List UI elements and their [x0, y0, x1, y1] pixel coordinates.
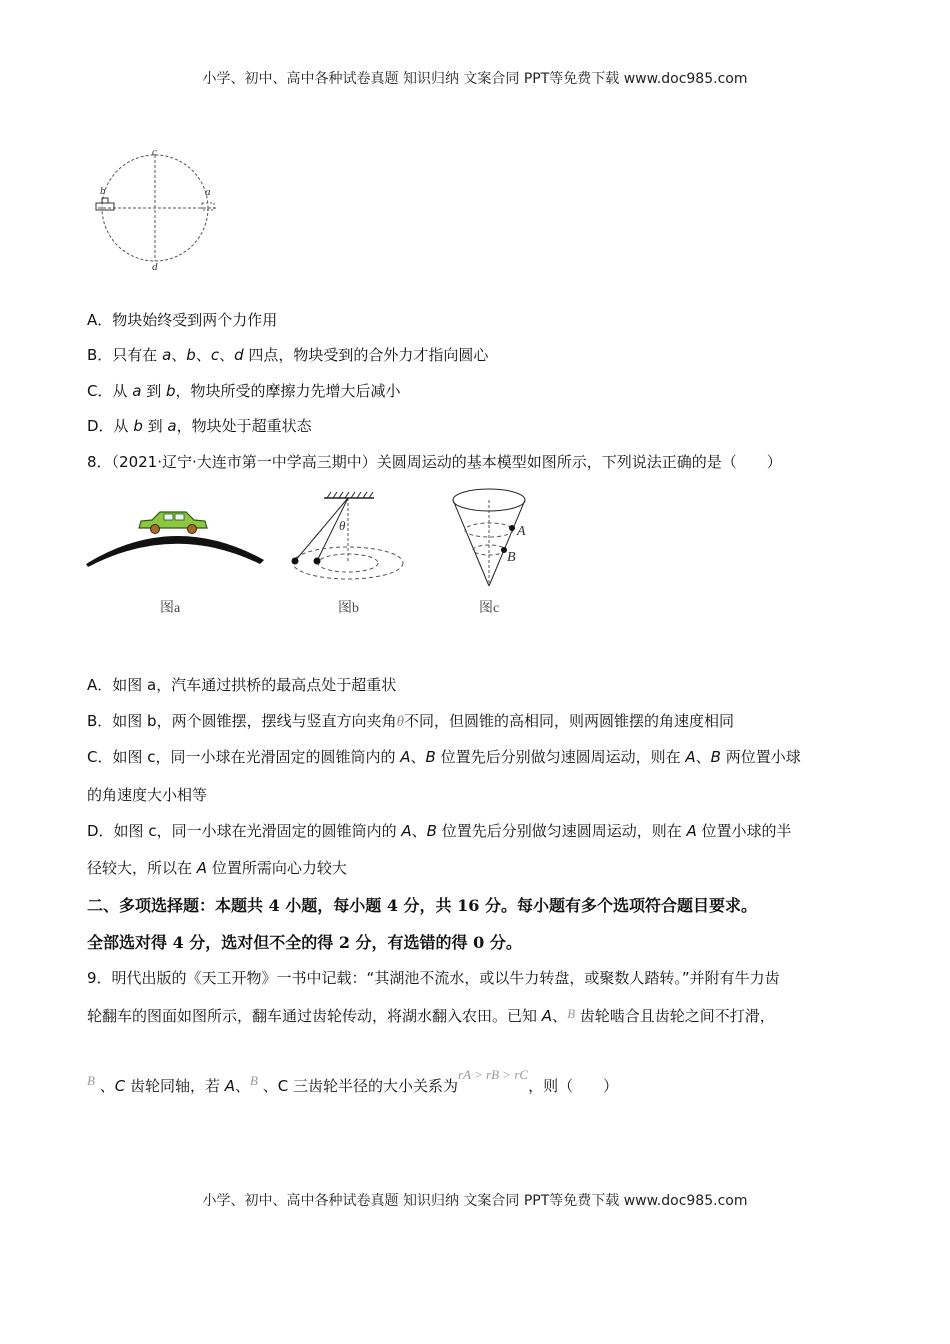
theta-symbol: θ: [396, 714, 404, 730]
vertical-circle-figure: [92, 145, 227, 275]
label-b: b: [100, 185, 106, 197]
q7-option-d: D．从 b 到 a，物块处于超重状态: [87, 417, 312, 435]
label-c: c: [152, 146, 157, 158]
caption-fig-a: 图a: [160, 601, 181, 616]
pendulum-ball-outer: [292, 558, 299, 565]
caption-fig-b: 图b: [338, 601, 359, 616]
cone-figure: [453, 489, 526, 616]
q8-option-c-line2: 的角速度大小相等: [87, 786, 208, 804]
q8-option-c-line1: C．如图 c，同一小球在光滑固定的圆锥筒内的 A、B 位置先后分别做匀速圆周运动，则在 A、B 两位置小球: [87, 748, 801, 766]
page-footer: 小学、初中、高中各种试卷真题 知识归纳 文案合同 PPT等免费下载 www.doc985.com: [202, 1193, 748, 1209]
q7-option-b: B．只有在 a、b、c、d 四点，物块受到的合外力才指向圆心: [87, 346, 489, 364]
q7-option-c: C．从 a 到 b，物块所受的摩擦力先增大后减小: [87, 382, 401, 400]
q8-option-d-line1: D．如图 c，同一小球在光滑固定的圆锥筒内的 A、B 位置先后分别做匀速圆周运动，则在 A 位置小球的半: [87, 822, 792, 840]
conical-pendulum-figure: [292, 492, 404, 616]
label-a: a: [205, 186, 211, 198]
q9-line2: 轮翻车的图面如图所示，翻车通过齿轮传动，将湖水翻入农田。已知 A、B 齿轮啮合且齿轮之间不打滑，: [87, 1006, 775, 1025]
section2-heading-line1: 二、多项选择题：本题共 4 小题，每小题 4 分，共 16 分。每小题有多个选项符合题目要求。: [87, 896, 757, 915]
q8-figures: [84, 488, 544, 618]
q9-line1: 9．明代出版的《天工开物》一书中记载：“其湖池不流水，或以牛力转盘，或聚数人踏转。”并附有牛力齿: [87, 969, 780, 987]
page-header: 小学、初中、高中各种试卷真题 知识归纳 文案合同 PPT等免费下载 www.doc985.com: [202, 71, 748, 87]
pendulum-ball-inner: [314, 558, 321, 565]
q7-option-a: A．物块始终受到两个力作用: [87, 311, 278, 329]
block-at-b: [96, 203, 114, 210]
q8-option-b: B．如图 b，两个圆锥摆，摆线与竖直方向夹角θ不同，但圆锥的高相同，则两圆锥摆的角速度相同: [87, 712, 734, 730]
arch-bridge-car-figure: [86, 512, 264, 616]
q9-line3: B 、C 齿轮同轴，若 A、B 、C 三齿轮半径的大小关系为rA > rB > rC，则（ ）: [87, 1067, 619, 1095]
q8-stem: 8．（2021·辽宁·大连市第一中学高三期中）关圆周运动的基本模型如图所示，下列说法正确的是（ ）: [87, 453, 782, 471]
theta-label: θ: [339, 518, 346, 533]
cone-label-a: A: [517, 524, 526, 539]
cone-label-b: B: [507, 550, 516, 565]
section2-heading-line2: 全部选对得 4 分，选对但不全的得 2 分，有选错的得 0 分。: [87, 933, 522, 952]
cone-ball-a: [509, 525, 515, 531]
q8-option-a: A．如图 a，汽车通过拱桥的最高点处于超重状: [87, 676, 397, 694]
car-icon: [139, 512, 207, 534]
radius-relation-formula: rA > rB > rC: [458, 1067, 529, 1082]
label-d: d: [152, 261, 158, 273]
caption-fig-c: 图c: [479, 601, 500, 616]
q8-option-d-line2: 径较大，所以在 A 位置所需向心力较大: [87, 859, 347, 877]
